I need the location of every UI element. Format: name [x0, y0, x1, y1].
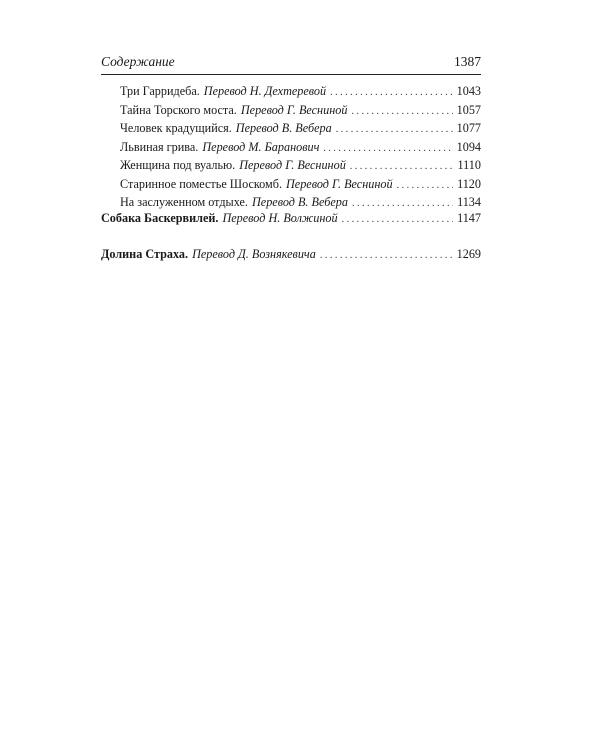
toc-entry: [101, 101, 481, 120]
running-header: [101, 52, 481, 75]
toc-entry-page: 1120: [457, 176, 481, 191]
toc-entry: [101, 138, 481, 157]
toc-entry-title: Старинное поместье Шоскомб.: [120, 176, 282, 191]
dot-leader: [330, 84, 453, 103]
toc-entry-page: 1077: [456, 121, 481, 135]
toc-entry: [101, 82, 481, 101]
dot-leader: [342, 211, 454, 230]
toc-entry: [101, 245, 481, 264]
toc-entry-page: 1147: [457, 211, 481, 225]
toc-entry-page: 1057: [456, 102, 481, 117]
toc-entry: [101, 119, 481, 138]
toc-entry-translator: Перевод Н. Волжиной: [222, 211, 338, 225]
toc-stories-list: [101, 82, 481, 212]
toc-entry-translator: Перевод В. Вебера: [235, 121, 332, 135]
dot-leader: [320, 247, 453, 266]
dot-leader: [336, 121, 453, 140]
toc-entry-translator: Перевод Д. Вознякевича: [192, 247, 316, 261]
toc-entry: [101, 209, 481, 228]
toc-entry-translator: Перевод Г. Весниной: [286, 176, 393, 191]
toc-entry-title: Тайна Торского моста.: [120, 102, 237, 117]
toc-entry-title: На заслуженном отдыхе.: [120, 195, 248, 209]
dot-leader: [397, 177, 453, 196]
toc-entry-title: Три Гарридеба.: [120, 84, 200, 98]
toc-entry-translator: Перевод Г. Весниной: [240, 102, 348, 117]
toc-entry-page: 1110: [457, 158, 481, 172]
running-header-title: Содержание: [101, 54, 175, 69]
toc-entry-translator: Перевод В. Вебера: [251, 195, 348, 209]
toc-entry-title: Человек крадущийся.: [120, 121, 232, 135]
toc-entry-title: Долина Страха.: [101, 247, 189, 261]
toc-entry-translator: Перевод М. Баранович: [202, 139, 320, 154]
toc-entry-page: 1094: [456, 139, 481, 154]
toc-entry-title: Львиная грива.: [120, 139, 199, 154]
toc-entry-page: 1043: [456, 84, 481, 98]
toc-entry-title: Женщина под вуалью.: [120, 158, 236, 172]
toc-entry: [101, 175, 481, 194]
toc-novel-baskervilles: [101, 209, 481, 228]
toc-entry-title: Собака Баскервилей.: [101, 211, 219, 225]
toc-entry-page: 1134: [457, 195, 481, 209]
toc-entry-page: 1269: [456, 247, 481, 261]
dot-leader: [351, 103, 452, 122]
page-number: 1387: [454, 54, 481, 69]
toc-entry: [101, 156, 481, 175]
toc-novel-valley-of-fear: [101, 245, 481, 264]
toc-entry-translator: Перевод Г. Весниной: [239, 158, 346, 172]
toc-entry-translator: Перевод Н. Дехтеревой: [203, 84, 327, 98]
